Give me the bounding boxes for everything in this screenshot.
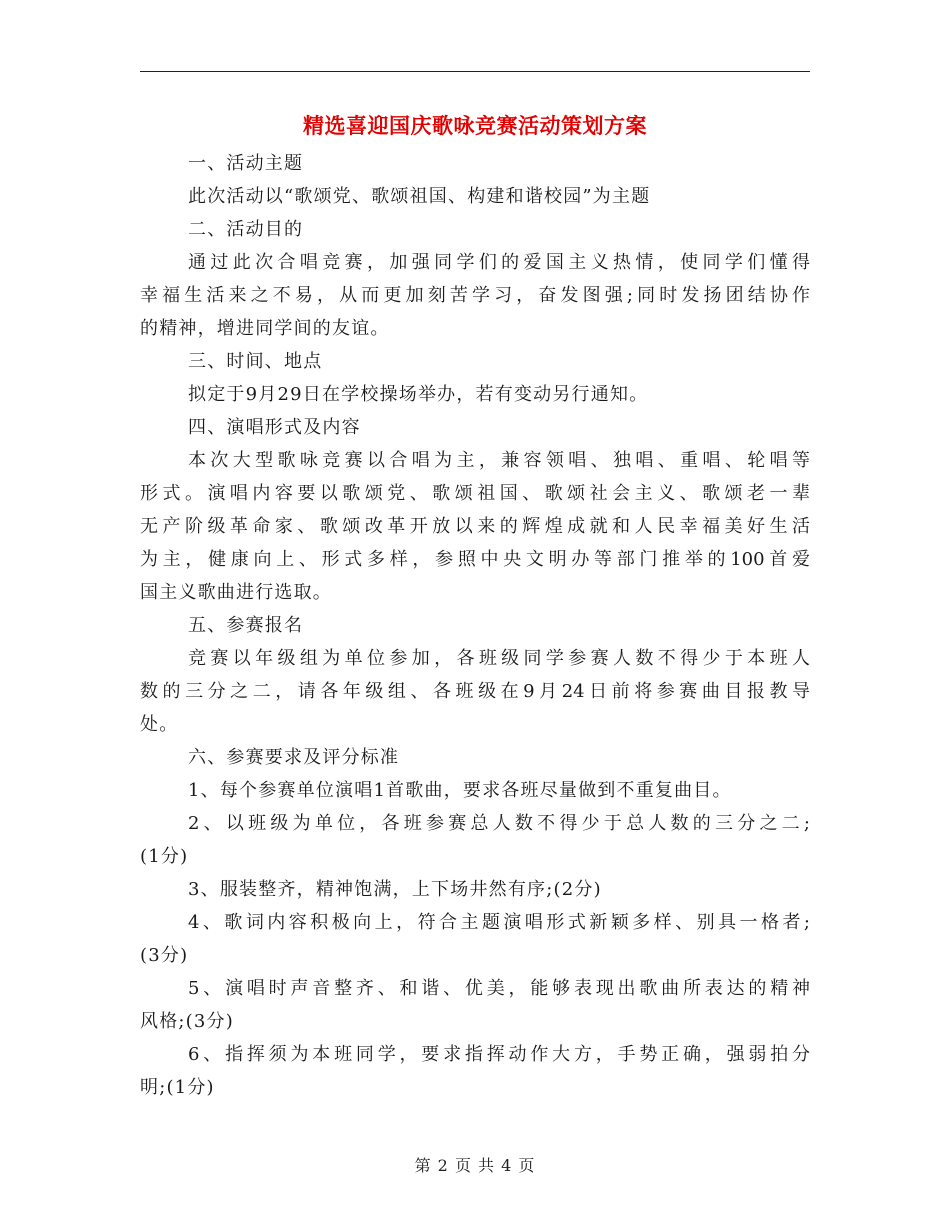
paragraph-line: 的精神，增进同学间的友谊。 — [140, 318, 390, 339]
paragraph-line: 通过此次合唱竞赛，加强同学们的爱国主义热情，使同学们懂得 — [188, 252, 810, 273]
page-number-footer: 第 2 页 共 4 页 — [414, 1156, 536, 1175]
paragraph-line: (3分) — [140, 945, 189, 966]
paragraph-line: 处。 — [140, 714, 179, 735]
paragraph-line: 数的三分之二，请各年级组、各班级在9月24日前将参赛曲目报教导 — [140, 681, 810, 702]
section-heading-5: 五、参赛报名 — [188, 615, 304, 636]
paragraph-line: 幸福生活来之不易，从而更加刻苦学习，奋发图强;同时发扬团结协作 — [140, 285, 810, 306]
section-heading-6: 六、参赛要求及评分标准 — [188, 747, 400, 768]
section-heading-4: 四、演唱形式及内容 — [188, 417, 361, 438]
paragraph-line: 无产阶级革命家、歌颂改革开放以来的辉煌成就和人民幸福美好生活 — [140, 516, 810, 537]
list-item: 3、服装整齐，精神饱满，上下场井然有序;(2分) — [188, 879, 602, 900]
paragraph-line: 明;(1分) — [140, 1077, 215, 1098]
paragraph-line: 风格;(3分) — [140, 1011, 234, 1032]
section-heading-1: 一、活动主题 — [188, 153, 304, 174]
paragraph-line: 拟定于9月29日在学校操场举办，若有变动另行通知。 — [188, 384, 649, 405]
section-heading-2: 二、活动目的 — [188, 219, 304, 240]
paragraph-line: 竞赛以年级组为单位参加，各班级同学参赛人数不得少于本班人 — [188, 648, 810, 669]
header-rule — [140, 71, 810, 72]
paragraph-line: 形式。演唱内容要以歌颂党、歌颂祖国、歌颂社会主义、歌颂老一辈 — [140, 483, 810, 504]
list-item: 6、指挥须为本班同学，要求指挥动作大方，手势正确，强弱拍分 — [188, 1044, 810, 1065]
list-item: 2、以班级为单位，各班参赛总人数不得少于总人数的三分之二; — [188, 813, 810, 834]
document-title: 精选喜迎国庆歌咏竞赛活动策划方案 — [303, 113, 647, 138]
section-heading-3: 三、时间、地点 — [188, 351, 323, 372]
list-item: 1、每个参赛单位演唱1首歌曲，要求各班尽量做到不重复曲目。 — [188, 780, 732, 801]
paragraph-line: (1分) — [140, 846, 189, 867]
list-item: 5、演唱时声音整齐、和谐、优美，能够表现出歌曲所表达的精神 — [188, 978, 810, 999]
paragraph-line: 本次大型歌咏竞赛以合唱为主，兼容领唱、独唱、重唱、轮唱等 — [188, 450, 810, 471]
list-item: 4、歌词内容积极向上，符合主题演唱形式新颖多样、别具一格者; — [188, 912, 810, 933]
paragraph-line: 国主义歌曲进行选取。 — [140, 582, 332, 603]
paragraph-line: 为主，健康向上、形式多样，参照中央文明办等部门推举的100首爱 — [140, 549, 810, 570]
paragraph-line: 此次活动以“歌颂党、歌颂祖国、构建和谐校园”为主题 — [188, 186, 651, 207]
